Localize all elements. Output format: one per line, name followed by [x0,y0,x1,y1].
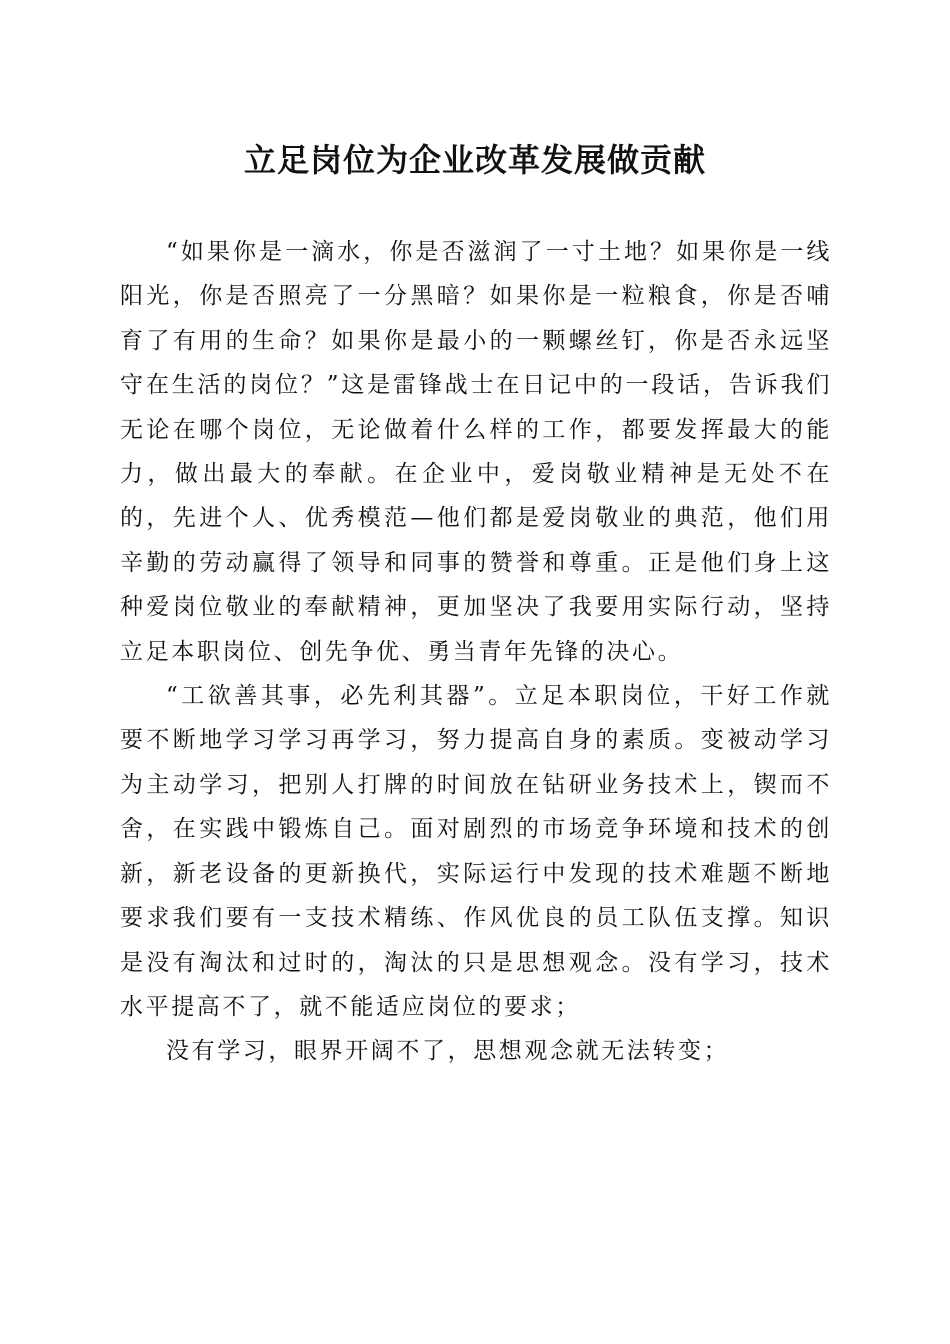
document-title: 立足岗位为企业改革发展做贡献 [243,141,706,179]
paragraph-1: “如果你是一滴水，你是否滋润了一寸土地？如果你是一线阳光，你是否照亮了一分黑暗？如果你是一粒粮食，你是否哺育了有用的生命？如果你是最小的一颗螺丝钉，你是否永远坚守在生活的岗位？”这是雷锋战士在日记中的一段话，告诉我们无论在哪个岗位，无论做着什么样的工作，都要发挥最大的能力，做出最大的奉献。在企业中，爱岗敬业精神是无处不在的，先进个人、优秀模范—他们都是爱岗敬业的典范，他们用辛勤的劳动赢得了领导和同事的赞誉和尊重。正是他们身上这种爱岗位敬业的奉献精神，更加坚决了我要用实际行动，坚持立足本职岗位、创先争优、勇当青年先锋的决心。 [120,239,832,665]
paragraph-3: 没有学习，眼界开阔不了，思想观念就无法转变； [166,1038,730,1065]
paragraph-2: “工欲善其事，必先利其器”。立足本职岗位，干好工作就要不断地学习学习再学习，努力提高自身的素质。变被动学习为主动学习，把别人打牌的时间放在钻研业务技术上，锲而不舍，在实践中锻炼自己。面对剧烈的市场竞争环境和技术的创新，新老设备的更新换代，实际运行中发现的技术难题不断地要求我们要有一支技术精练、作风优良的员工队伍支撑。知识是没有淘汰和过时的，淘汰的只是思想观念。没有学习，技术水平提高不了，就不能适应岗位的要求； [120,683,832,1020]
document-body [120,230,832,1074]
